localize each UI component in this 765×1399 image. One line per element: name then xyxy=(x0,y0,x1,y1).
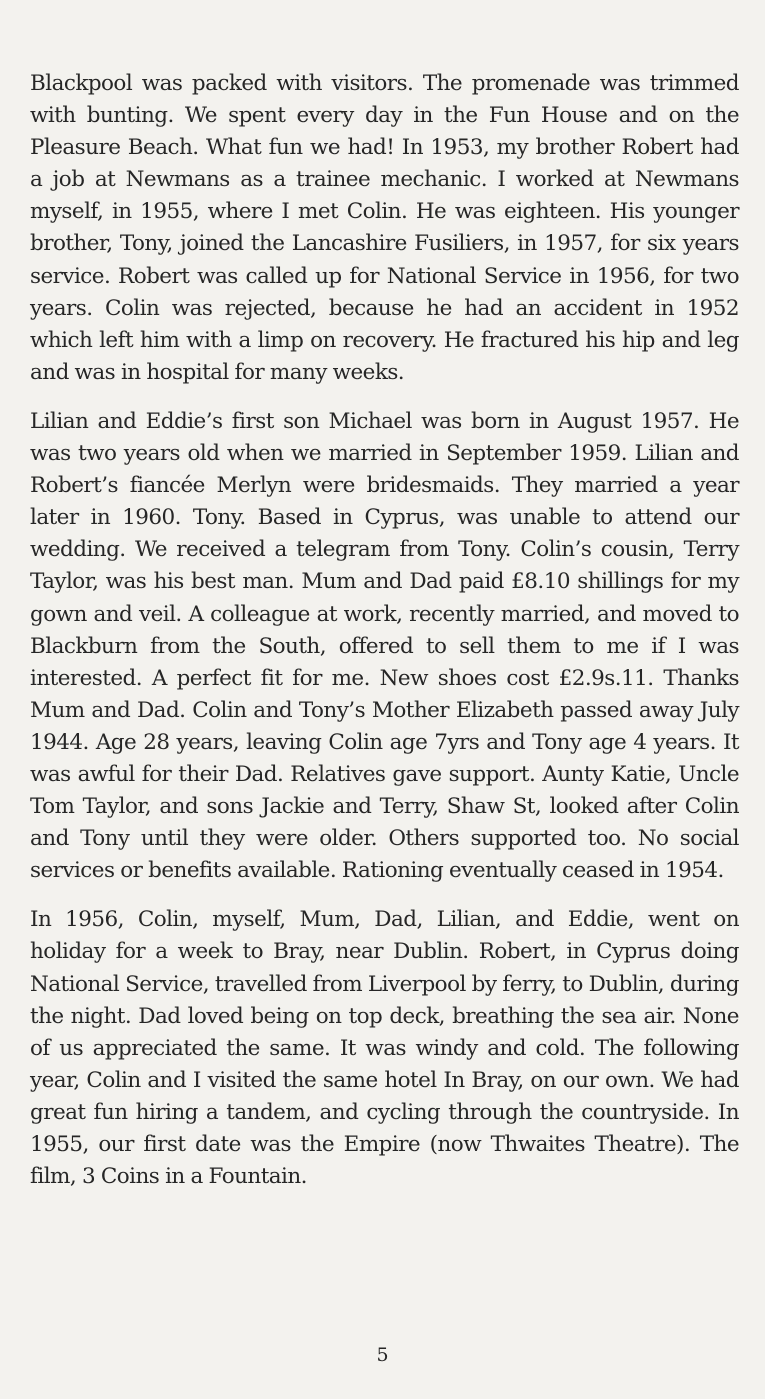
paragraph-3: In 1956, Colin, myself, Mum, Dad, Lilian, and Eddie, went on holiday for a week to Bray, near Dublin. Robert, in Cyprus doing National Service, travelled from Liverpool by ferry, to Dublin, during the night. Dad loved being on top deck, breathing the sea air. None of us appreciated the same. It was windy and cold. The following year, Colin and I visited the same hotel In Bray, on our own. We had great fun hiring a tandem, and cycling through the countryside. In 1955, our first date was the Empire (now Thwaites Theatre). The film, 3 Coins in a Fountain. xyxy=(30,907,739,1190)
paragraph-1: Blackpool was packed with visitors. The promenade was trimmed with bunting. We spent every day in the Fun House and on the Pleasure Beach. What fun we had! In 1953, my brother Robert had a job at Newmans as a trainee mechanic. I worked at Newmans myself, in 1955, where I met Colin. He was eighteen. His younger brother, Tony, joined the Lancashire Fusiliers, in 1957, for six years service. Robert was called up for National Service in 1956, for two years. Colin was rejected, because he had an accident in 1952 which left him with a limp on recovery. He fractured his hip and leg and was in hospital for many weeks. xyxy=(30,71,739,385)
paragraph-2: Lilian and Eddie’s first son Michael was born in August 1957. He was two years old when we married in September 1959. Lilian and Robert’s fiancée Merlyn were bridesmaids. They married a year later in 1960. Tony. Based in Cyprus, was unable to attend our wedding. We received a telegram from Tony. Colin’s cousin, Terry Taylor, was his best man. Mum and Dad paid £8.10 shillings for my gown and veil. A colleague at work, recently married, and moved to Blackburn from the South, offered to sell them to me if I was interested. A perfect fit for me. New shoes cost £2.9s.11. Thanks Mum and Dad. Colin and Tony’s Mother Elizabeth passed away July 1944. Age 28 years, leaving Colin age 7yrs and Tony age 4 years. It was awful for their Dad. Relatives gave support. Aunty Katie, Uncle Tom Taylor, and sons Jackie and Terry, Shaw St, looked after Colin and Tony until they were older. Others supported too. No social services or benefits available. Rationing eventually ceased in 1954. xyxy=(30,408,739,884)
page-body xyxy=(30,68,739,1210)
page-number: 5 xyxy=(376,1344,389,1366)
